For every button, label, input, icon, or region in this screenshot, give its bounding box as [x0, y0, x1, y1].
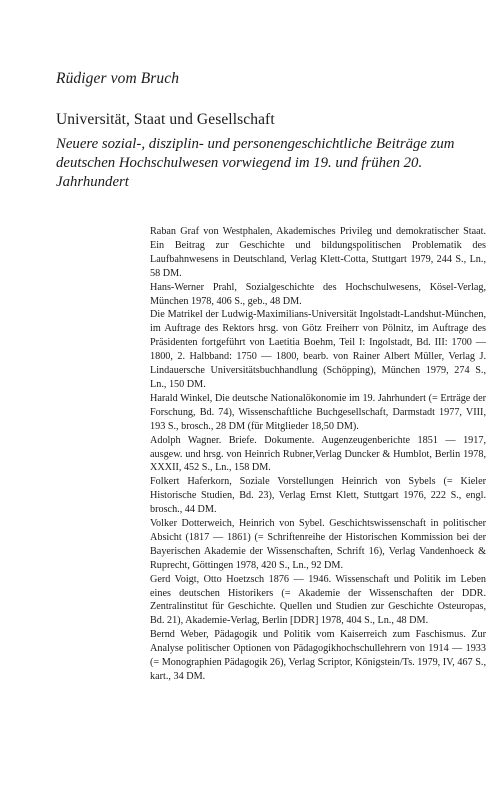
book-entry: Die Matrikel der Ludwig-Maximilians-Universität Ingolstadt-Landshut-München, im Auftrage des Rektors hrsg. von Götz Freiherr von Pölnitz, im Auftrage des Präsidenten fortgeführt von Laetitia Boehm, Teil I: Ingolstadt, Bd. III: 1700 — 1800, 2. Halbband: 1750 — 1800, bearb. von Rainer Albert Müller, Verlag J. Lindauersche Universitätsbuchhandlung (Schöpping), München 1979, 274 S., Ln., 150 DM. — [150, 309, 486, 390]
book-entry: Volker Dotterweich, Heinrich von Sybel. Geschichtswissenschaft in politischer Absicht (1817 — 1861) (= Schriftenreihe der Historischen Kommission bei der Bayerischen Akademie der Wissenschaften, Schrift 16), Verlag Vandenhoeck & Ruprecht, Göttingen 1978, 420 S., Ln., 92 DM. — [150, 518, 486, 571]
book-entry: Adolph Wagner. Briefe. Dokumente. Augenzeugenberichte 1851 — 1917, ausgew. und hrsg. von Heinrich Rubner,Verlag Duncker & Humblot, Berlin 1978, XXXII, 452 S., Ln., 158 DM. — [150, 434, 486, 474]
book-entry: Folkert Haferkorn, Soziale Vorstellungen Heinrich von Sybels (= Kieler Historische Studien, Bd. 23), Verlag Ernst Klett, Stuttgart 1976, 222 S., engl. brosch., 44 DM. — [150, 476, 486, 516]
book-entry: Bernd Weber, Pädagogik und Politik vom Kaiserreich zum Faschismus. Zur Analyse politischer Optionen von Pädagogikhochschullehrern von 1914 — 1933 (= Monographien Pädagogik 26), Verlag Scriptor, Königstein/Ts. 1979, IV, 467 S., kart., 34 DM. — [150, 629, 486, 682]
article-title: Universität, Staat und Gesellschaft — [56, 111, 275, 128]
book-entry: Raban Graf von Westphalen, Akademisches Privileg und demokratischer Staat. Ein Beitrag zur Geschichte und bildungspolitischen Problematik des Laufbahnwesens in Deutschland, Verlag Klett-Cotta, Stuttgart 1979, 244 S., Ln., 58 DM. — [150, 226, 486, 279]
author-name: Rüdiger vom Bruch — [56, 70, 180, 87]
book-entry: Hans-Werner Prahl, Sozialgeschichte des Hochschulwesens, Kösel-Verlag, München 1978, 406 S., geb., 48 DM. — [150, 281, 486, 307]
book-entry: Harald Winkel, Die deutsche Nationalökonomie im 19. Jahrhundert (= Erträge der Forschung, Bd. 74), Wissenschaftliche Buchgesellschaft, Darmstadt 1977, VIII, 193 S., brosch., 28 DM (für Mitglieder 18,50 DM). — [150, 392, 486, 432]
article-subtitle: Neuere sozial-, disziplin- und personengeschichtliche Beiträge zum deutschen Hochschulwesen vorwiegend im 19. und frühen 20. Jahrhundert — [56, 136, 455, 190]
reviewed-books-list — [150, 225, 486, 684]
book-entry: Gerd Voigt, Otto Hoetzsch 1876 — 1946. Wissenschaft und Politik im Leben eines deutschen Historikers (= Akademie der Wissenschaften der DDR. Zentralinstitut für Geschichte. Quellen und Studien zur Geschichte Osteuropas, Bd. 21), Akademie-Verlag, Berlin [DDR] 1978, 404 S., Ln., 48 DM. — [150, 573, 486, 627]
